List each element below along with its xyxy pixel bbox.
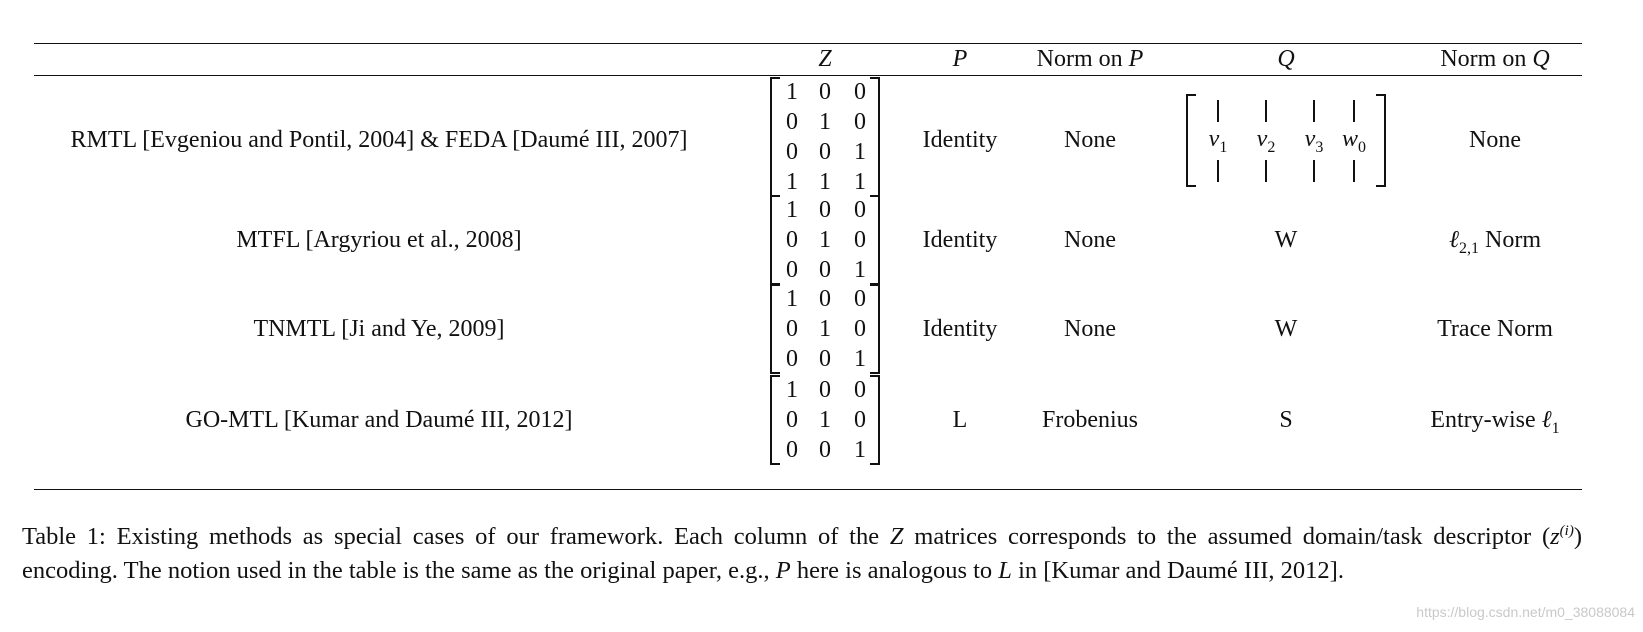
ell-subscript: 2,1 (1459, 239, 1479, 257)
caption-part1: Table 1: Existing methods as special cases of our framework. Each column of the (22, 523, 890, 551)
z-entry: 1 (819, 109, 831, 135)
header-norm-q (1400, 45, 1590, 73)
caption-part5: in [Kumar and Daumé III, 2012]. (1011, 557, 1344, 585)
z-entry: 1 (819, 316, 831, 342)
q-col-var: v (1208, 126, 1220, 152)
method-cell: TNMTL [Ji and Ye, 2009] (253, 316, 505, 342)
norm-p-cell: None (1064, 227, 1116, 253)
caption-part4: here is analogous to (790, 557, 999, 585)
z-entry: 1 (819, 407, 831, 433)
z-entry: 1 (854, 437, 866, 463)
z-entry: 0 (786, 316, 798, 342)
table-bottom-rule (34, 489, 1582, 490)
z-entry: 0 (786, 437, 798, 463)
norm-q-cell (1400, 406, 1590, 443)
norm-q-cell: Trace Norm (1437, 316, 1553, 342)
method-cell: GO-MTL [Kumar and Daumé III, 2012] (185, 407, 573, 433)
norm-q-cell (1400, 226, 1590, 263)
q-cell: W (1274, 316, 1298, 342)
method-cell: MTFL [Argyriou et al., 2008] (236, 227, 522, 253)
z-entry: 0 (786, 139, 798, 165)
header-rule (34, 75, 1582, 76)
z-entry: 0 (819, 437, 831, 463)
table-top-rule (34, 43, 1582, 44)
caption-p: P (775, 557, 791, 585)
header-norm-q-var: Q (1532, 46, 1550, 72)
z-entry: 0 (819, 197, 831, 223)
z-entry: 0 (786, 227, 798, 253)
ell-symbol: ℓ (1449, 227, 1459, 253)
z-entry: 0 (819, 346, 831, 372)
z-entry: 1 (854, 257, 866, 283)
q-col-sub: 2 (1267, 138, 1276, 156)
z-entry: 1 (819, 227, 831, 253)
caption-part2: matrices corresponds to the assumed domain/task descriptor ( (903, 523, 1551, 551)
z-entry: 0 (786, 407, 798, 433)
q-matrix (1186, 94, 1386, 187)
z-entry: 0 (854, 79, 866, 105)
norm-q-suffix: Norm (1479, 227, 1541, 253)
caption-l: L (998, 557, 1012, 585)
p-cell: L (952, 407, 968, 433)
method-cell: RMTL [Evgeniou and Pontil, 2004] & FEDA [Daumé III, 2007] (70, 127, 688, 153)
caption-part3: ) encoding. The notion used in the table is the same as the original paper, e.g., (22, 523, 1583, 585)
norm-p-cell: None (1064, 127, 1116, 153)
caption-z: Z (889, 523, 904, 551)
z-entry: 1 (854, 346, 866, 372)
z-matrix (770, 195, 880, 285)
q-col-var: v (1304, 126, 1316, 152)
z-matrix (770, 375, 880, 465)
norm-q-prefix: Entry-wise (1430, 407, 1542, 433)
z-entry: 1 (786, 286, 798, 312)
q-col-sub: 1 (1219, 138, 1228, 156)
watermark: https://blog.csdn.net/m0_38088084 (1416, 604, 1635, 620)
header-q: Q (1277, 46, 1295, 72)
z-entry: 1 (786, 377, 798, 403)
norm-p-cell: None (1064, 316, 1116, 342)
z-entry: 0 (819, 139, 831, 165)
header-p: P (952, 46, 968, 72)
ell-symbol: ℓ (1541, 407, 1552, 433)
norm-q-cell: None (1469, 127, 1521, 153)
z-entry: 0 (854, 407, 866, 433)
z-entry: 1 (786, 197, 798, 223)
z-entry: 1 (854, 139, 866, 165)
z-entry: 0 (786, 346, 798, 372)
q-col-sub: 3 (1315, 138, 1324, 156)
q-col-var: w (1341, 126, 1358, 152)
norm-p-cell: Frobenius (1042, 407, 1138, 433)
z-entry: 0 (819, 377, 831, 403)
z-entry: 0 (854, 316, 866, 342)
z-entry: 0 (854, 377, 866, 403)
z-entry: 0 (854, 109, 866, 135)
caption-zvar: z (1550, 523, 1560, 551)
header-norm-q-prefix: Norm on (1440, 46, 1533, 72)
p-cell: Identity (922, 316, 998, 342)
table-caption (22, 514, 1582, 588)
z-entry: 1 (786, 169, 798, 195)
header-norm-p (1020, 45, 1160, 73)
q-col-sub: 0 (1358, 138, 1366, 156)
z-entry: 0 (854, 286, 866, 312)
z-entry: 0 (819, 286, 831, 312)
ell-subscript: 1 (1551, 419, 1560, 437)
z-entry: 1 (786, 79, 798, 105)
z-matrix (770, 284, 880, 374)
q-cell: S (1279, 407, 1293, 433)
z-entry: 0 (819, 257, 831, 283)
q-cell: W (1274, 227, 1298, 253)
z-entry: 0 (854, 227, 866, 253)
header-norm-p-prefix: Norm on (1036, 46, 1129, 72)
caption-zsup: (i) (1559, 523, 1574, 539)
header-z: Z (818, 46, 832, 72)
z-entry: 1 (819, 169, 831, 195)
z-entry: 1 (854, 169, 866, 195)
p-cell: Identity (922, 127, 998, 153)
z-entry: 0 (854, 197, 866, 223)
header-norm-p-var: P (1128, 46, 1144, 72)
z-entry: 0 (786, 257, 798, 283)
q-col-var: v (1256, 126, 1268, 152)
p-cell: Identity (922, 227, 998, 253)
z-entry: 0 (819, 79, 831, 105)
z-matrix (770, 77, 880, 197)
z-entry: 0 (786, 109, 798, 135)
